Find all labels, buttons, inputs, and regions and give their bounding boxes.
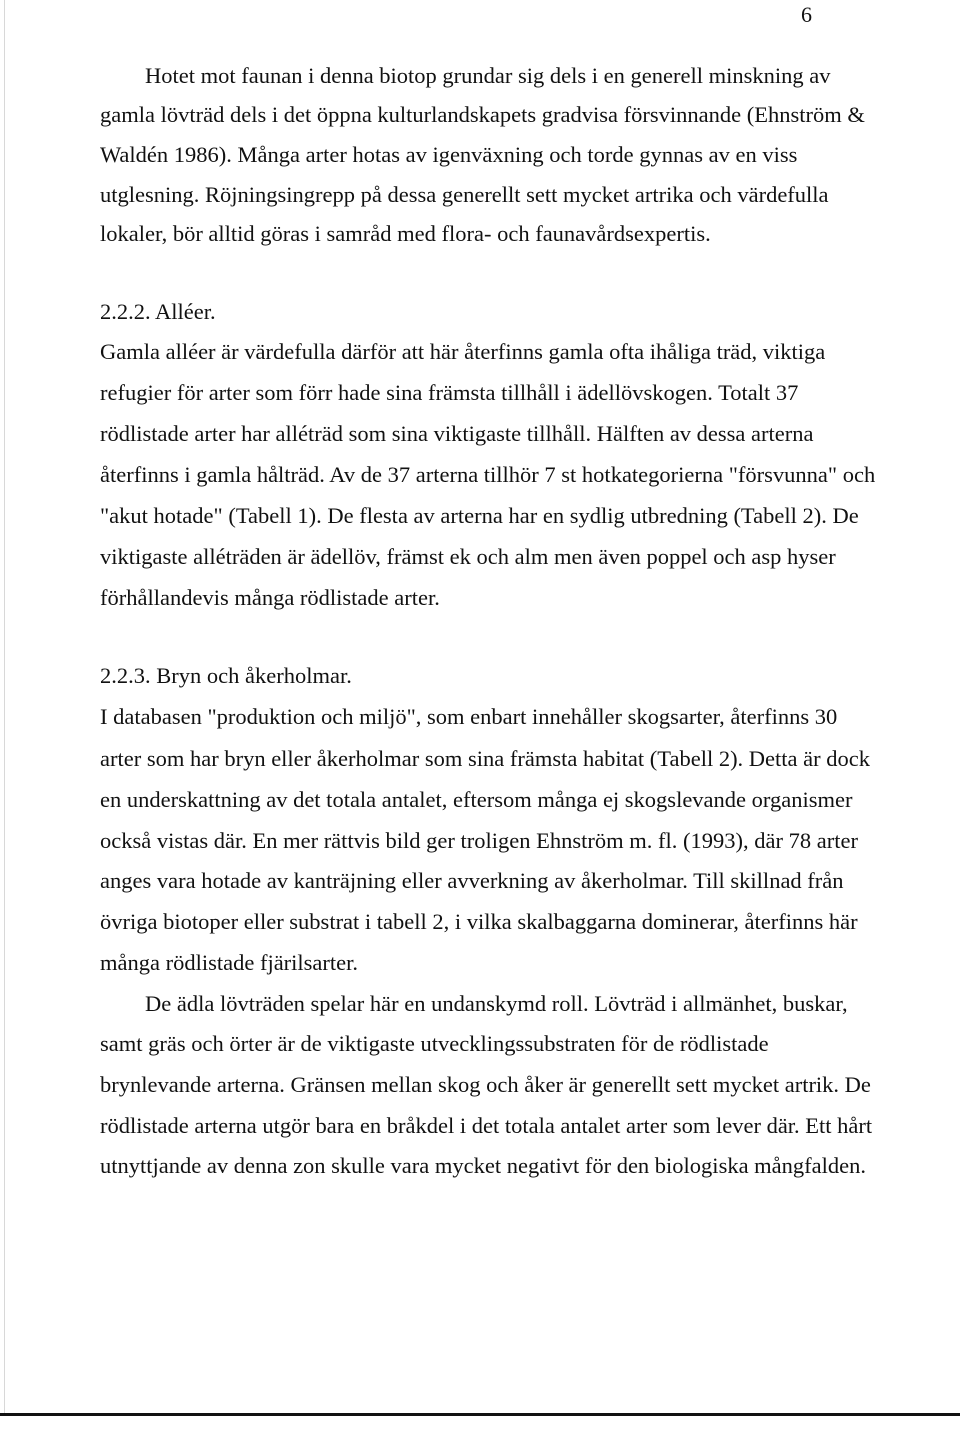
page-bottom-border	[0, 1413, 960, 1416]
alleer-line-4: återfinns i gamla hålträd. Av de 37 arterna tillhör 7 st hotkategorierna "försvunna" och	[100, 462, 876, 487]
bryn-line-6: övriga biotoper eller substrat i tabell 2, i vilka skalbaggarna dominerar, återfinns här	[100, 909, 858, 934]
final-line-5: utnyttjande av denna zon skulle vara mycket negativt för den biologiska mångfalden.	[100, 1153, 867, 1178]
paragraph-1-line-5: lokaler, bör alltid göras i samråd med flora- och faunavårdsexpertis.	[100, 221, 711, 246]
paragraph-1-line-1: Hotet mot faunan i denna biotop grundar sig dels i en generell minskning av	[145, 63, 831, 88]
bryn-line-3: en underskattning av det totala antalet, eftersom många ej skogslevande organismer	[100, 787, 853, 812]
final-line-4: rödlistade arterna utgör bara en bråkdel i det totala antalet arter som lever där. Ett hårt	[100, 1113, 873, 1138]
bryn-line-5: anges vara hotade av kanträjning eller avverkning av åkerholmar. Till skillnad från	[100, 868, 844, 893]
scan-left-edge	[4, 0, 5, 1415]
final-line-1: De ädla lövträden spelar här en undanskymd roll. Lövträd i allmänhet, buskar,	[145, 991, 848, 1016]
page-number: 6	[801, 2, 812, 27]
alleer-line-2: refugier för arter som förr hade sina främsta tillhåll i ädellövskogen. Totalt 37	[100, 380, 799, 405]
alleer-line-6: viktigaste alléträden är ädellöv, främst ek och alm men även poppel och asp hyser	[100, 544, 836, 569]
final-line-3: brynlevande arterna. Gränsen mellan skog och åker är generellt sett mycket artrik. De	[100, 1072, 871, 1097]
paragraph-1-line-3: Waldén 1986). Många arter hotas av igenväxning och torde gynnas av en viss	[100, 142, 798, 167]
alleer-line-3: rödlistade arter har alléträd som sina viktigaste tillhåll. Hälften av dessa arterna	[100, 421, 814, 446]
alleer-line-7: förhållandevis många rödlistade arter.	[100, 585, 440, 610]
final-line-2: samt gräs och örter är de viktigaste utvecklingssubstraten för de rödlistade	[100, 1031, 769, 1056]
section-heading-alleer: 2.2.2. Alléer.	[100, 299, 216, 324]
paragraph-1-line-2: gamla lövträd dels i det öppna kulturlandskapets gradvisa försvinnande (Ehnström &	[100, 102, 865, 127]
alleer-line-1: Gamla alléer är värdefulla därför att här återfinns gamla ofta ihåliga träd, viktiga	[100, 339, 826, 364]
bryn-line-7: många rödlistade fjärilsarter.	[100, 950, 359, 975]
bryn-line-1: I databasen "produktion och miljö", som enbart innehåller skogsarter, återfinns 30	[100, 704, 838, 729]
bryn-line-4: också vistas där. En mer rättvis bild ger troligen Ehnström m. fl. (1993), där 78 arter	[100, 828, 858, 853]
section-heading-bryn: 2.2.3. Bryn och åkerholmar.	[100, 663, 352, 688]
alleer-line-5: "akut hotade" (Tabell 1). De flesta av arterna har en sydlig utbredning (Tabell 2). De	[100, 503, 859, 528]
bryn-line-2: arter som har bryn eller åkerholmar som sina främsta habitat (Tabell 2). Detta är dock	[100, 746, 870, 771]
paragraph-1-line-4: utglesning. Röjningsingrepp på dessa generellt sett mycket artrika och värdefulla	[100, 182, 829, 207]
